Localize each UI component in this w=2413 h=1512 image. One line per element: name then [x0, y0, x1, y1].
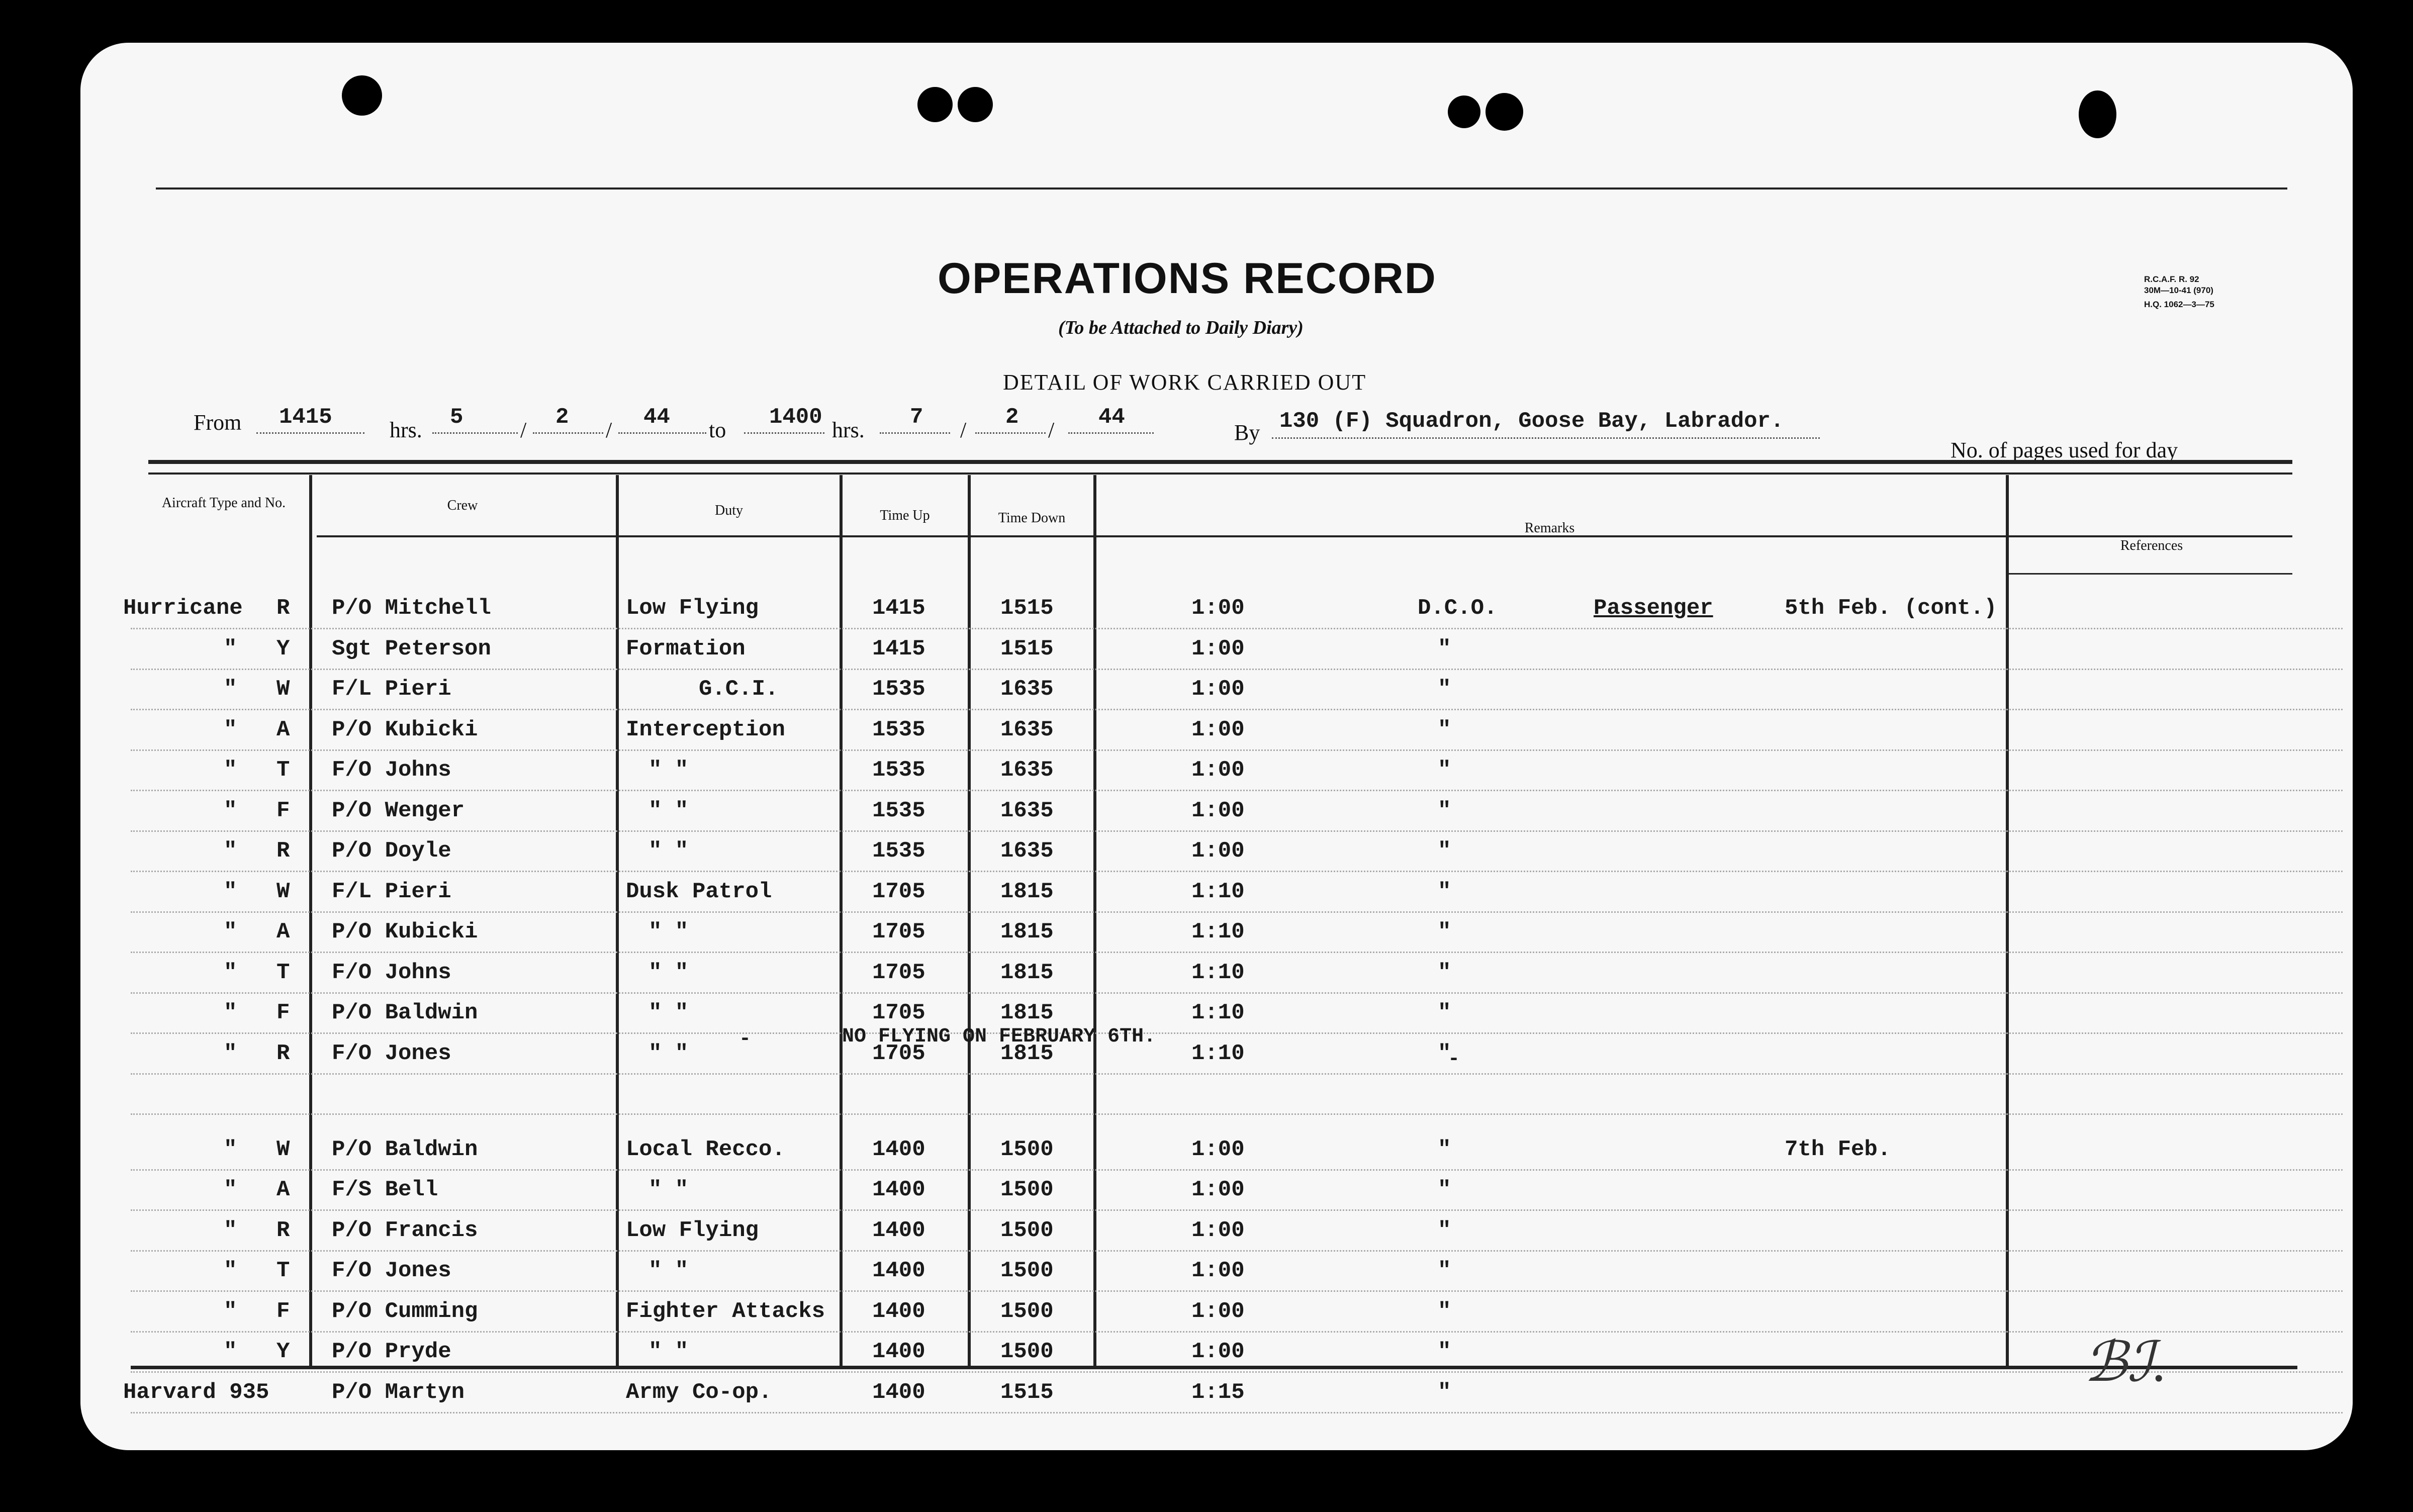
- from-month: 2: [555, 405, 569, 430]
- cell-dur: 1:10: [1191, 1041, 1245, 1066]
- cell-up: 1535: [872, 838, 925, 864]
- from-day: 5: [450, 405, 463, 430]
- cell-ac-type: ": [224, 717, 237, 742]
- cell-down: 1815: [1000, 919, 1054, 944]
- cell-down: 1815: [1000, 879, 1054, 904]
- cell-up: 1400: [872, 1177, 925, 1202]
- no-flying-note: NO FLYING ON FEBRUARY 6TH.: [842, 1025, 1156, 1048]
- cell-up: 1400: [872, 1379, 925, 1405]
- cell-dur: 1:10: [1191, 879, 1245, 904]
- to-day-line: [880, 432, 950, 434]
- cell-up: 1400: [872, 1217, 925, 1243]
- to-year-line: [1068, 432, 1154, 434]
- cell-down: 1815: [1000, 1000, 1054, 1025]
- cell-up: 1400: [872, 1298, 925, 1324]
- column-divider: [840, 475, 843, 1367]
- cell-ac-type: ": [224, 1177, 237, 1202]
- cell-ac-no: T: [276, 758, 290, 783]
- cell-dur: 1:00: [1191, 1339, 1245, 1364]
- ruled-line: [131, 830, 2343, 832]
- ruled-line: [131, 1412, 2343, 1413]
- top-rule: [156, 187, 2287, 190]
- cell-rem1: ": [1438, 919, 1451, 944]
- cell-down: 1815: [1000, 960, 1054, 985]
- cell-duty: " ": [648, 1339, 689, 1364]
- to-year: 44: [1098, 405, 1125, 430]
- cell-rem1: ": [1438, 1339, 1451, 1364]
- cell-crew: P/O Wenger: [332, 798, 465, 823]
- cell-rem1: ": [1438, 1177, 1451, 1202]
- cell-duty: " ": [648, 1000, 689, 1025]
- to-label: to: [709, 418, 726, 442]
- cell-up: 1415: [872, 636, 925, 662]
- cell-dur: 1:00: [1191, 838, 1245, 864]
- cell-duty: Formation: [626, 636, 746, 662]
- column-divider: [2006, 475, 2009, 1367]
- cell-dur: 1:00: [1191, 798, 1245, 823]
- cell-rem1: ": [1438, 1137, 1451, 1162]
- cell-crew: Sgt Peterson: [332, 636, 491, 662]
- squadron: 130 (F) Squadron, Goose Bay, Labrador.: [1279, 409, 1784, 434]
- cell-ac-no: R: [276, 1217, 290, 1243]
- to-month-line: [975, 432, 1046, 434]
- cell-ac-no: F: [276, 1000, 290, 1025]
- cell-down: 1500: [1000, 1258, 1054, 1283]
- from-time: 1415: [279, 405, 332, 430]
- ruled-line: [131, 871, 2343, 872]
- ruled-line: [131, 911, 2343, 913]
- cell-ac-no: R: [276, 1041, 290, 1066]
- cell-up: 1705: [872, 879, 925, 904]
- ruled-line: [131, 628, 2343, 629]
- ruled-line: [131, 1032, 2343, 1034]
- cell-rem1: ": [1438, 1217, 1451, 1243]
- cell-up: 1535: [872, 677, 925, 702]
- from-year: 44: [643, 405, 670, 430]
- column-divider: [968, 475, 971, 1367]
- cell-ac-type: ": [224, 879, 237, 904]
- pages-label: No. of pages used for day: [1951, 438, 2178, 462]
- cell-ac-type: ": [224, 1298, 237, 1324]
- cell-rem1: ": [1438, 798, 1451, 823]
- to-month: 2: [1005, 405, 1019, 430]
- table-top-rule: [148, 472, 2292, 475]
- cell-ac-type: Hurricane: [123, 596, 243, 621]
- cell-dur: 1:00: [1191, 596, 1245, 621]
- cell-ac-no: T: [276, 1258, 290, 1283]
- cell-duty: " ": [648, 1258, 689, 1283]
- from-year-line: [618, 432, 706, 434]
- header-crew: Crew: [447, 498, 478, 513]
- form-code-line: H.Q. 1062—3—75: [2144, 300, 2214, 309]
- cell-rem1: ": [1438, 1258, 1451, 1283]
- cell-ac-no: Y: [276, 1339, 290, 1364]
- header-aircraft: Aircraft Type and No.: [161, 495, 286, 511]
- cell-crew: P/O Martyn: [332, 1379, 465, 1405]
- header-time-down: Time Down: [998, 510, 1066, 526]
- form-code-line: 30M—10-41 (970): [2144, 286, 2213, 295]
- cell-up: 1400: [872, 1258, 925, 1283]
- header-remarks: Remarks: [1524, 520, 1575, 536]
- cell-down: 1635: [1000, 758, 1054, 783]
- date-slash: /: [1048, 418, 1055, 442]
- cell-up: 1400: [872, 1339, 925, 1364]
- cell-up: 1535: [872, 717, 925, 742]
- cell-ac-no: R: [276, 838, 290, 864]
- cell-ac-type: ": [224, 1041, 237, 1066]
- column-divider: [616, 475, 619, 1367]
- cell-down: 1500: [1000, 1298, 1054, 1324]
- cell-crew: F/O Johns: [332, 758, 451, 783]
- cell-rem1: ": [1438, 1379, 1451, 1405]
- cell-duty: " ": [648, 758, 689, 783]
- cell-duty: " ": [648, 1041, 689, 1066]
- cell-rem1: ": [1438, 960, 1451, 985]
- cell-ac-no: W: [276, 879, 290, 904]
- cell-dur: 1:00: [1191, 717, 1245, 742]
- punch-hole: [917, 87, 953, 122]
- cell-crew: P/O Francis: [332, 1217, 478, 1243]
- cell-down: 1635: [1000, 838, 1054, 864]
- cell-dur: 1:00: [1191, 1177, 1245, 1202]
- form-subtitle: (To be Attached to Daily Diary): [1058, 317, 1304, 338]
- ruled-line: [131, 1113, 2343, 1115]
- cell-rem1: D.C.O.: [1418, 596, 1498, 621]
- cell-duty: Interception: [626, 717, 785, 742]
- cell-crew: F/O Jones: [332, 1041, 451, 1066]
- cell-ac-type: ": [224, 1217, 237, 1243]
- from-day-line: [432, 432, 518, 434]
- cell-duty: Army Co-op.: [626, 1379, 772, 1405]
- date-slash: /: [960, 418, 967, 442]
- cell-dur: 1:15: [1191, 1379, 1245, 1405]
- cell-ac-type: ": [224, 1000, 237, 1025]
- cell-dur: 1:00: [1191, 1137, 1245, 1162]
- punch-hole: [2079, 90, 2116, 138]
- cell-ac-no: A: [276, 919, 290, 944]
- punch-hole: [1486, 93, 1523, 131]
- ruled-line: [131, 992, 2343, 994]
- cell-crew: P/O Doyle: [332, 838, 451, 864]
- operations-record-card: [80, 43, 2353, 1450]
- cell-crew: P/O Mitchell: [332, 596, 491, 621]
- cell-duty: Fighter Attacks: [626, 1298, 825, 1324]
- cell-duty: Local Recco.: [626, 1137, 785, 1162]
- cell-rem1: ": [1438, 838, 1451, 864]
- cell-dur: 1:10: [1191, 1000, 1245, 1025]
- cell-ac-type: ": [224, 1258, 237, 1283]
- cell-rem1: ": [1438, 1298, 1451, 1324]
- cell-crew: F/L Pieri: [332, 879, 451, 904]
- cell-duty: " ": [648, 960, 689, 985]
- cell-up: 1535: [872, 758, 925, 783]
- cell-down: 1515: [1000, 1379, 1054, 1405]
- cell-duty: Low Flying: [626, 1217, 759, 1243]
- header-duty: Duty: [715, 503, 743, 518]
- table-bottom-rule: [131, 1366, 2297, 1369]
- ruled-line: [131, 1250, 2343, 1252]
- cell-down: 1500: [1000, 1339, 1054, 1364]
- cell-up: 1705: [872, 1000, 925, 1025]
- cell-ac-type: ": [224, 919, 237, 944]
- cell-down: 1515: [1000, 596, 1054, 621]
- cell-down: 1500: [1000, 1137, 1054, 1162]
- cell-crew: F/S Bell: [332, 1177, 438, 1202]
- cell-dur: 1:10: [1191, 919, 1245, 944]
- cell-ac-no: W: [276, 1137, 290, 1162]
- punch-hole: [958, 87, 993, 122]
- date-slash: /: [606, 418, 612, 442]
- cell-down: 1635: [1000, 677, 1054, 702]
- cell-duty: " ": [648, 838, 689, 864]
- ruled-line: [131, 952, 2343, 953]
- cell-up: 1535: [872, 798, 925, 823]
- to-time-line: [744, 432, 824, 434]
- cell-ac-no: F: [276, 1298, 290, 1324]
- ruled-line: [131, 1331, 2343, 1333]
- cell-crew: P/O Cumming: [332, 1298, 478, 1324]
- cell-down: 1500: [1000, 1177, 1054, 1202]
- ruled-line: [131, 1290, 2343, 1292]
- cell-duty: Low Flying: [626, 596, 759, 621]
- date-slash: /: [520, 418, 527, 442]
- cell-ac-no: T: [276, 960, 290, 985]
- cell-up: 1705: [872, 1041, 925, 1066]
- cell-up: 1705: [872, 960, 925, 985]
- cell-ac-type: ": [224, 798, 237, 823]
- cell-up: 1400: [872, 1137, 925, 1162]
- ruled-line: [131, 749, 2343, 751]
- no-flying-mark: -: [739, 1028, 752, 1051]
- form-detail-heading: DETAIL OF WORK CARRIED OUT: [1003, 370, 1367, 395]
- ruled-line: [131, 1169, 2343, 1171]
- cell-ac-type: ": [224, 838, 237, 864]
- header-time-up: Time Up: [880, 508, 930, 523]
- cell-crew: F/L Pieri: [332, 677, 451, 702]
- ruled-line: [131, 1371, 2343, 1373]
- cell-duty: Dusk Patrol: [626, 879, 772, 904]
- column-divider: [309, 475, 312, 1367]
- punch-hole: [342, 75, 382, 116]
- cell-down: 1500: [1000, 1217, 1054, 1243]
- signature-initials: ℬℐ.: [2084, 1332, 2167, 1393]
- cell-rem1: ": [1438, 1000, 1451, 1025]
- cell-ac-type: ": [224, 960, 237, 985]
- cell-down: 1515: [1000, 636, 1054, 662]
- cell-ac-type: ": [224, 677, 237, 702]
- form-code-line: R.C.A.F. R. 92: [2144, 274, 2199, 284]
- cell-duty: " ": [648, 1177, 689, 1202]
- ruled-line: [131, 1209, 2343, 1211]
- from-label: From: [194, 410, 242, 435]
- form-title: OPERATIONS RECORD: [938, 254, 1437, 303]
- to-day: 7: [910, 405, 923, 430]
- cell-duty: G.C.I.: [699, 677, 779, 702]
- ruled-line: [131, 1073, 2343, 1075]
- cell-ac-type: Harvard 935: [123, 1379, 269, 1405]
- cell-crew: F/O Jones: [332, 1258, 451, 1283]
- header-references: References: [2120, 538, 2183, 553]
- cell-crew: P/O Kubicki: [332, 919, 478, 944]
- column-divider: [1093, 475, 1096, 1367]
- cell-crew: P/O Baldwin: [332, 1137, 478, 1162]
- cell-dur: 1:00: [1191, 636, 1245, 662]
- form-code: [2144, 274, 2214, 310]
- cell-up: 1705: [872, 919, 925, 944]
- cell-ac-type: ": [224, 1137, 237, 1162]
- cell-ac-no: A: [276, 717, 290, 742]
- cell-ac-no: W: [276, 677, 290, 702]
- header-rule: [2008, 573, 2292, 575]
- squadron-line: [1272, 437, 1820, 439]
- cell-duty: " ": [648, 919, 689, 944]
- cell-rem2: Passenger: [1594, 596, 1713, 621]
- cell-rem3: 7th Feb.: [1785, 1137, 1891, 1162]
- ruled-line: [131, 709, 2343, 710]
- cell-crew: P/O Kubicki: [332, 717, 478, 742]
- cell-rem1: ": [1438, 677, 1451, 702]
- cell-rem1: ": [1438, 758, 1451, 783]
- cell-up: 1415: [872, 596, 925, 621]
- cell-rem1: ": [1438, 717, 1451, 742]
- cell-ac-no: Y: [276, 636, 290, 662]
- from-month-line: [533, 432, 603, 434]
- table-top-rule: [148, 460, 2292, 464]
- cell-down: 1635: [1000, 798, 1054, 823]
- ruled-line: [131, 669, 2343, 670]
- cell-rem3: 5th Feb. (cont.): [1785, 596, 1997, 621]
- cell-dur: 1:10: [1191, 960, 1245, 985]
- cell-rem1: ": [1438, 1041, 1451, 1066]
- cell-rem1: ": [1438, 636, 1451, 662]
- from-time-line: [256, 432, 364, 434]
- to-time: 1400: [769, 405, 822, 430]
- cell-dur: 1:00: [1191, 758, 1245, 783]
- cell-dur: 1:00: [1191, 1258, 1245, 1283]
- cell-ac-no: R: [276, 596, 290, 621]
- cell-duty: " ": [648, 798, 689, 823]
- cell-crew: P/O Pryde: [332, 1339, 451, 1364]
- cell-ac-type: ": [224, 1339, 237, 1364]
- ruled-line: [131, 790, 2343, 791]
- cell-crew: P/O Baldwin: [332, 1000, 478, 1025]
- cell-ac-type: ": [224, 636, 237, 662]
- cell-down: 1815: [1000, 1041, 1054, 1066]
- cell-ac-type: ": [224, 758, 237, 783]
- cell-dur: 1:00: [1191, 1217, 1245, 1243]
- cell-dur: 1:00: [1191, 1298, 1245, 1324]
- hrs-label: hrs.: [390, 418, 422, 442]
- cell-rem1: ": [1438, 879, 1451, 904]
- punch-hole: [1448, 96, 1480, 128]
- cell-dur: 1:00: [1191, 677, 1245, 702]
- by-label: By: [1234, 420, 1260, 445]
- cell-ac-no: A: [276, 1177, 290, 1202]
- cell-ac-no: F: [276, 798, 290, 823]
- no-flying-mark: -: [1448, 1048, 1460, 1071]
- hrs-label: hrs.: [832, 418, 865, 442]
- cell-crew: F/O Johns: [332, 960, 451, 985]
- cell-down: 1635: [1000, 717, 1054, 742]
